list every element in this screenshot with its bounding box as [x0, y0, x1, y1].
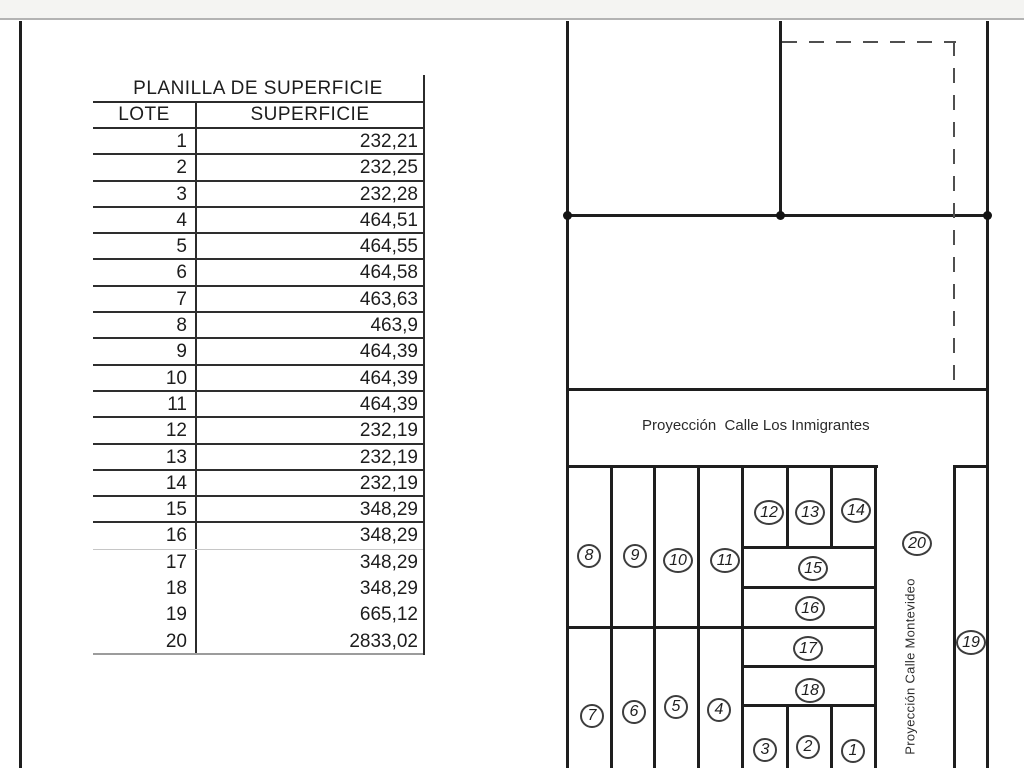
- lot-circle-10: 10: [663, 548, 693, 573]
- strip-divider-line: [697, 465, 700, 768]
- superficie-cell: 2833,02: [349, 630, 418, 652]
- table-row: [93, 629, 423, 655]
- table-row: [93, 313, 423, 339]
- cluster-row-line: [741, 546, 877, 549]
- superficie-cell: 464,55: [359, 236, 418, 258]
- column-header-superficie: SUPERFICIE: [250, 104, 370, 125]
- superficie-cell: 665,12: [359, 604, 418, 626]
- superficie-cell: 463,9: [370, 315, 418, 337]
- lot-circle-7: 7: [580, 704, 604, 728]
- lote-cell: 17: [93, 550, 197, 576]
- lote-cell: 16: [93, 523, 197, 548]
- superficie-cell: 464,39: [359, 341, 418, 363]
- table-row: [93, 392, 423, 418]
- top-bar: [0, 0, 1024, 20]
- table-row: [93, 550, 423, 576]
- lot-circle-3: 3: [753, 738, 777, 762]
- table-row: [93, 339, 423, 365]
- cluster-row-line: [741, 704, 877, 707]
- cluster-row-line: [741, 665, 877, 668]
- cluster-west-line: [741, 465, 744, 768]
- cluster-row-line: [741, 586, 877, 589]
- table-row: [93, 602, 423, 628]
- superficie-cell: 348,29: [359, 525, 418, 547]
- superficie-cell: 232,19: [359, 446, 418, 468]
- lot-divider-line: [830, 465, 833, 549]
- lot-circle-1: 1: [841, 739, 865, 763]
- lote-cell: 5: [93, 234, 197, 258]
- superficie-cell: 348,29: [359, 499, 418, 521]
- table-header: [93, 103, 423, 129]
- table-row: [93, 523, 423, 549]
- table-row: [93, 497, 423, 523]
- table-row: [93, 129, 423, 155]
- dashed-boundary-vertical: [953, 41, 955, 390]
- superficie-cell: 232,28: [359, 183, 418, 205]
- lote-cell: 4: [93, 208, 197, 232]
- lote-cell: 13: [93, 445, 197, 469]
- lot-circle-18: 18: [795, 678, 825, 703]
- plan-west-boundary-line: [566, 21, 569, 768]
- table-row: [93, 471, 423, 497]
- lot-circle-20: 20: [902, 531, 932, 556]
- superficie-cell: 232,19: [359, 420, 418, 442]
- lot-circle-5: 5: [664, 695, 688, 719]
- lote-cell: 8: [93, 313, 197, 337]
- superficie-cell: 464,39: [359, 367, 418, 389]
- lote-cell: 3: [93, 182, 197, 206]
- junction-dot: [776, 211, 785, 220]
- lote-cell: 2: [93, 155, 197, 179]
- superficie-cell: 232,19: [359, 472, 418, 494]
- lote-cell: 14: [93, 471, 197, 495]
- lote-cell: 15: [93, 497, 197, 521]
- lot-circle-6: 6: [622, 700, 646, 724]
- lot-circle-12: 12: [754, 500, 784, 525]
- lot-circle-9: 9: [623, 544, 647, 568]
- mid-block-divider-line: [566, 626, 877, 629]
- table-row: [93, 445, 423, 471]
- sheet-left-border-line: [19, 21, 22, 768]
- lot-circle-16: 16: [795, 596, 825, 621]
- table-row: [93, 260, 423, 286]
- table-row: [93, 182, 423, 208]
- column-header-lote: LOTE: [93, 103, 197, 127]
- lote-cell: 12: [93, 418, 197, 442]
- lot-divider-line: [786, 704, 789, 768]
- lote-cell: 20: [93, 629, 197, 653]
- lot-circle-15: 15: [798, 556, 828, 581]
- lot-divider-line: [830, 704, 833, 768]
- superficie-cell: 232,21: [359, 131, 418, 152]
- table-row: [93, 155, 423, 181]
- lot-circle-17: 17: [793, 636, 823, 661]
- table-row: [93, 418, 423, 444]
- junction-dot: [983, 211, 992, 220]
- plan-center-divider-line: [779, 21, 782, 217]
- table-row: [93, 234, 423, 260]
- lote-cell: 1: [93, 129, 197, 153]
- lot-divider-line: [786, 465, 789, 549]
- table-row: [93, 208, 423, 234]
- street-north-edge-line: [566, 388, 989, 391]
- lote-cell: 9: [93, 339, 197, 363]
- superficie-cell: 232,25: [359, 157, 418, 179]
- lot-circle-19: 19: [956, 630, 986, 655]
- table-row: [93, 366, 423, 392]
- lote-cell: 10: [93, 366, 197, 390]
- superficie-cell: 464,39: [359, 393, 418, 415]
- street-label-montevideo: Proyección Calle Montevideo: [902, 578, 918, 755]
- lote-cell: 6: [93, 260, 197, 284]
- lote-cell: 11: [93, 392, 197, 416]
- superficie-cell: 348,29: [359, 551, 418, 573]
- street-label-los-inmigrantes: Proyección Calle Los Inmigrantes: [642, 417, 870, 434]
- table-row: [93, 576, 423, 602]
- lote-cell: 19: [93, 602, 197, 628]
- lot19-west-line: [953, 465, 956, 768]
- lot-circle-4: 4: [707, 698, 731, 722]
- cluster-east-line: [874, 465, 877, 768]
- lote-cell: 18: [93, 576, 197, 602]
- superficie-cell: 463,63: [359, 288, 418, 310]
- lot-circle-8: 8: [577, 544, 601, 568]
- table-title: PLANILLA DE SUPERFICIE: [93, 75, 423, 103]
- surface-table: [93, 75, 425, 655]
- lot-circle-11: 11: [710, 548, 740, 573]
- table-row: [93, 287, 423, 313]
- superficie-cell: 464,58: [359, 262, 418, 284]
- lote-cell: 7: [93, 287, 197, 311]
- superficie-cell: 464,51: [359, 209, 418, 231]
- dashed-boundary-horizontal: [782, 41, 956, 43]
- lot-circle-14: 14: [841, 498, 871, 523]
- strip-divider-line: [653, 465, 656, 768]
- superficie-cell: 348,29: [359, 578, 418, 600]
- lot-circle-13: 13: [795, 500, 825, 525]
- lot19-top-line: [953, 465, 989, 468]
- plan-east-boundary-line: [986, 21, 989, 768]
- lot-circle-2: 2: [796, 735, 820, 759]
- strip-divider-line: [610, 465, 613, 768]
- junction-dot: [563, 211, 572, 220]
